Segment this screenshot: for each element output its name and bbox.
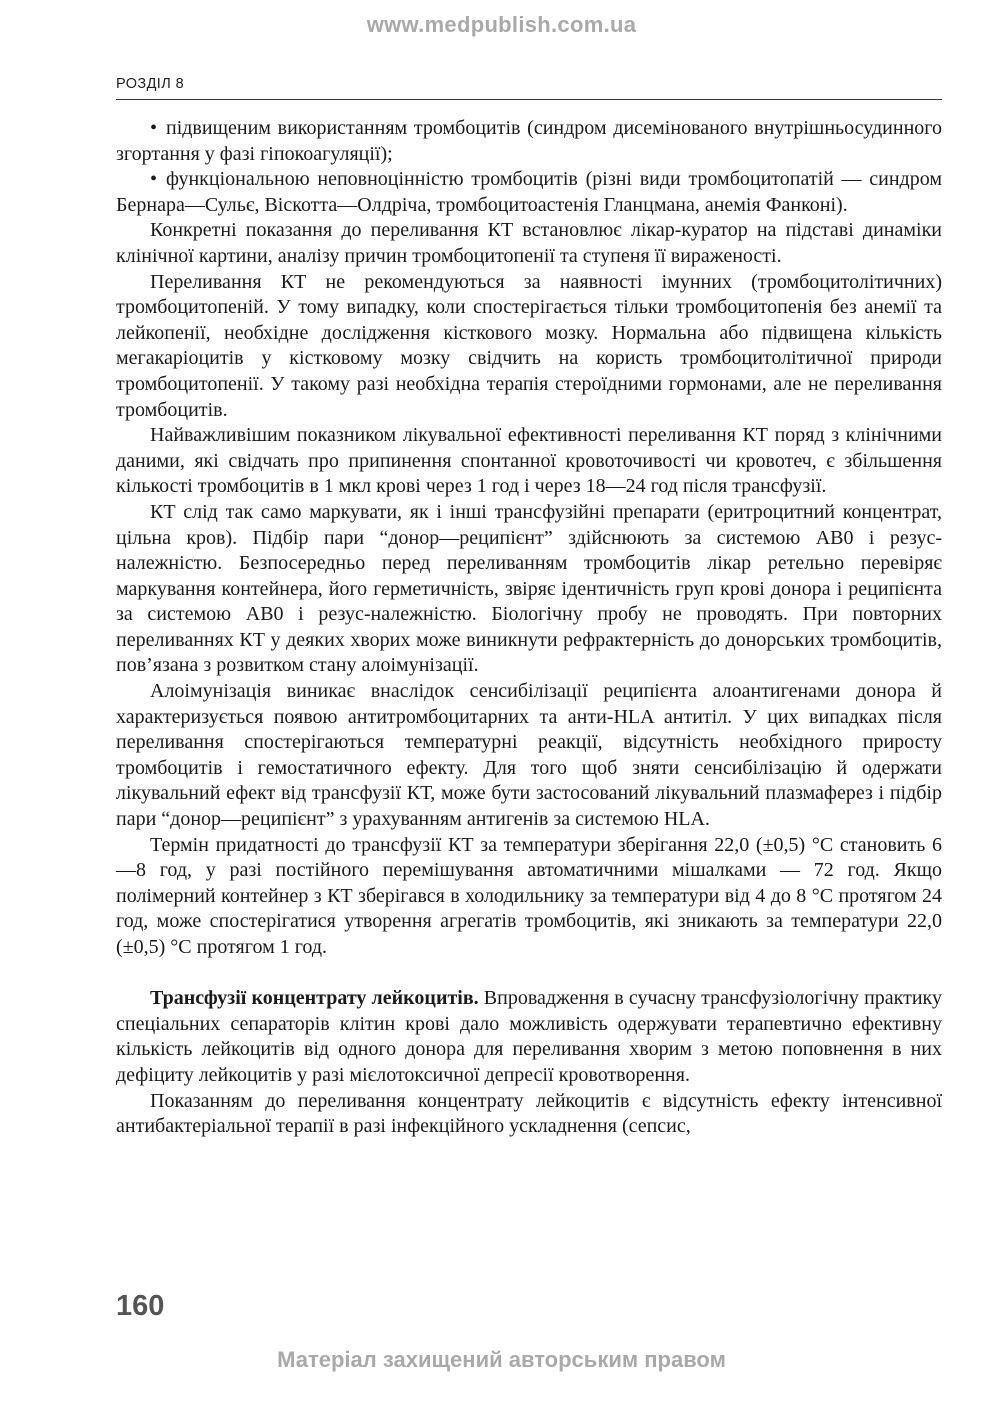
section-lead-paragraph xyxy=(116,986,942,1088)
paragraph: Алоімунізація виникає внаслідок сенсибілізації реципієнта алоантигенами донора й характеризується появою антитромбоцитарних та анти-HLA антитіл. У цих випадках після переливання спостерігаються температурні реакції, відсутність необхідного приросту тромбоцитів і гемостатичного ефекту. Для того щоб зняти сенсибілізацію й одержати лікувальний ефект від трансфузії КТ, може бути застосований лікувальний плазмаферез і підбір пари “донор—реципієнт” з урахуванням антигенів за системою HLA. xyxy=(116,680,942,831)
copyright-note: Матеріал захищений авторським правом xyxy=(277,1347,726,1372)
page-number: 160 xyxy=(116,1290,165,1322)
running-head: РОЗДІЛ 8 xyxy=(116,76,185,92)
bullet-icon: • xyxy=(150,117,158,139)
bullet-text: підвищеним використанням тромбоцитів (синдром дисемінованого внутрішньосудинного згортання у фазі гіпокоагуляції); xyxy=(116,117,942,165)
bullet-icon: • xyxy=(150,168,158,191)
bullet-item xyxy=(116,167,942,218)
section-lead-text: Впровадження в сучасну трансфузіологічну практику спеціальних сепараторів клітин крові дало можливість одержувати терапевтично ефективну кількість лейкоцитів від одного донора для переливання хворим з метою поповнення в них дефіциту лейкоцитів у разі мієлотоксичної депресії кровотворення. xyxy=(116,987,942,1086)
header-rule xyxy=(116,99,942,100)
paragraph: Переливання КТ не рекомендуються за наявності імунних (тромбоцитолітичних) тромбоцитопеній. У тому випадку, коли спостерігається тільки тромбоцитопенія без анемії та лейкопенії, необхідне дослідження кісткового мозку. Нормальна або підвищена кількість мегакаріоцитів у кістковому мозку свідчить на користь тромбоцитолітичної природи тромбоцитопенії. У такому разі необхідна терапія стероїдними гормонами, але не переливання тромбоцитів. xyxy=(116,270,942,421)
paragraph: Термін придатності до трансфузії КТ за температури зберігання 22,0 (±0,5) °С становить 6—8 год, у разі постійного перемішування автоматичними мішалками — 72 год. Якщо полімерний контейнер з КТ зберігався в холодильнику за температури від 4 до 8 °С протягом 24 год, може спостерігатися утворення агрегатів тромбоцитів, які зникають за температури 22,0 (±0,5) °С протягом 1 год. xyxy=(116,833,942,958)
paragraph: КТ слід так само маркувати, як і інші трансфузійні препарати (еритроцитний концентрат, цільна кров). Підбір пари “донор—реципієнт” здійснюють за системою АВ0 і резус-належністю. Безпосередньо перед переливанням тромбоцитів лікар ретельно перевіряє маркування контейнера, його герметичність, звіряє ідентичність груп крові донора і реципієнта за системою АВ0 і резус-належністю. Біологічну пробу не проводять. При повторних переливаннях КТ у деяких хворих може виникнути рефрактерність до донорських тромбоцитів, пов’язана з розвитком стану алоімунізації. xyxy=(116,500,942,677)
body-text xyxy=(116,116,942,1140)
bullet-item xyxy=(116,116,942,167)
paragraph: Конкретні показання до переливання КТ встановлює лікар-куратор на підставі динаміки клінічної картини, аналізу причин тромбоцитопенії та ступеня її вираженості. xyxy=(116,219,942,267)
bullet-text: функціональною неповноцінністю тромбоцитів (різні види тромбоцитопатій — синдром Бернара—Сульє, Віскотта—Олдріча, тромбоцитоастенія Гланцмана, анемія Фанконі). xyxy=(116,168,942,216)
site-url: www.medpublish.com.ua xyxy=(366,12,637,37)
paragraph: Найважливішим показником лікувальної ефективності переливання КТ поряд з клінічними даними, які свідчать про припинення спонтанної кровоточивості чи кровотеч, є збільшення кількості тромбоцитів в 1 мкл крові через 1 год і через 18—24 год після трансфузії. xyxy=(116,424,942,498)
section-heading: Трансфузії концентрату лейкоцитів. xyxy=(150,987,479,1010)
paragraph: Показанням до переливання концентрату лейкоцитів є відсутність ефекту інтенсивної антибактеріальної терапії в разі інфекційного ускладнення (сепсис, xyxy=(116,1089,942,1138)
